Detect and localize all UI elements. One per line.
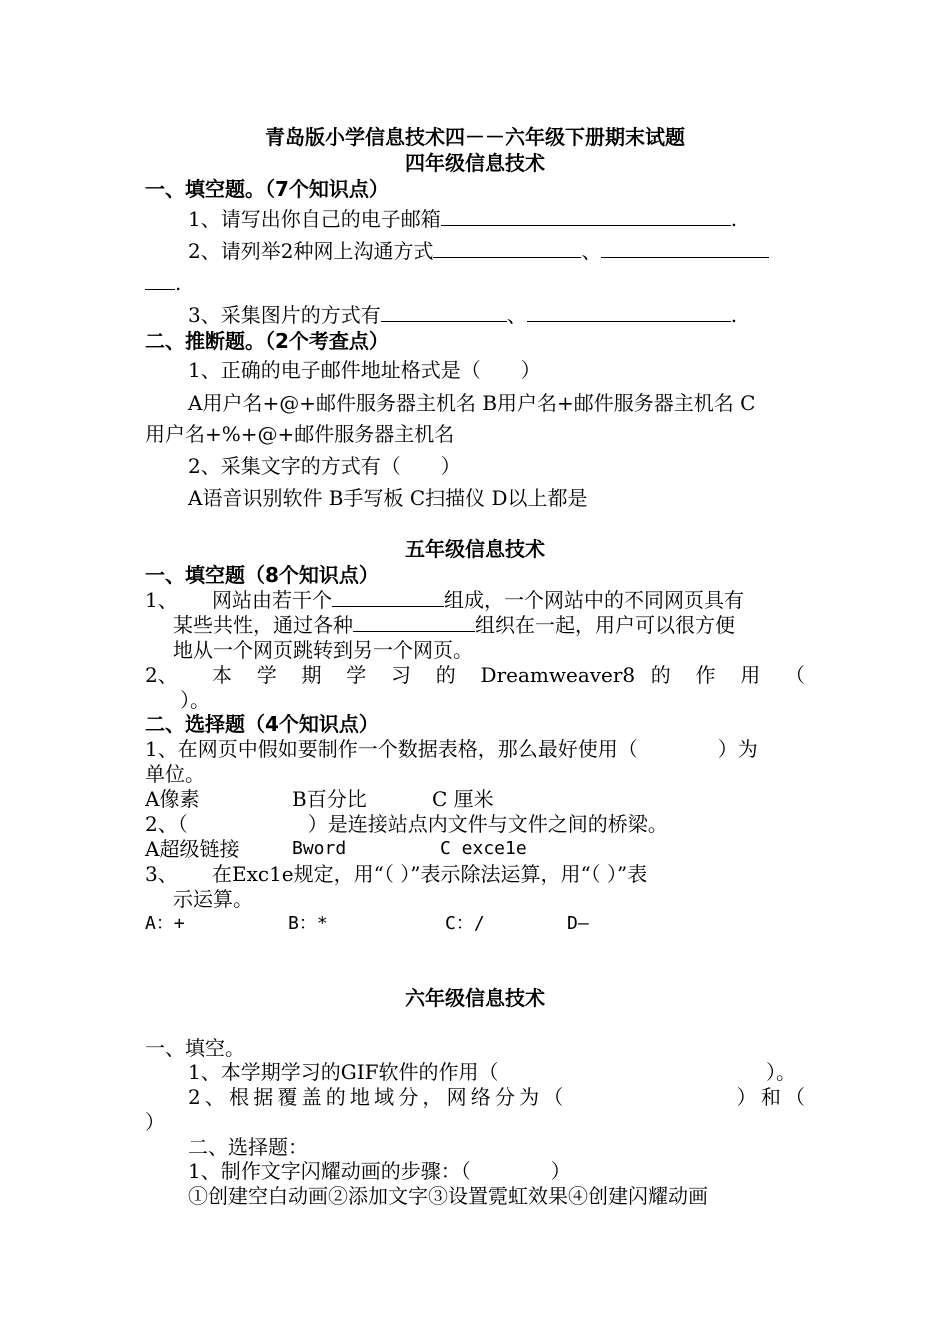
grade6-q1: 1、本学期学习的GIF软件的作用（	[188, 1060, 499, 1084]
grade5-choice2-option-c: C exce1e	[440, 838, 527, 859]
grade6-q2: 2、根据覆盖的地域分，网络分为（ ）和（	[188, 1085, 805, 1109]
grade5-choice3-line2: 示运算。	[173, 887, 253, 911]
grade5-fill2-line1: 本 学 期 学 习 的 Dreamweaver8 的 作 用 （	[212, 663, 805, 687]
grade5-choice2-option-a: A超级链接	[145, 837, 240, 861]
grade6-q1-end: ）。	[766, 1060, 796, 1084]
grade5-fill1-line3: 地从一个网页跳转到另一个网页。	[173, 638, 473, 662]
grade5-section1-heading: 一、填空题（8个知识点）	[145, 563, 379, 587]
period: .	[730, 303, 738, 327]
grade5-choice3-option-a: A：+	[145, 913, 185, 934]
grade5-title: 五年级信息技术	[405, 537, 545, 561]
separator: 、	[581, 239, 602, 263]
grade4-section2-heading: 二、推断题。（2个考查点）	[145, 329, 389, 353]
grade4-q2-text: 2、请列举2种网上沟通方式	[188, 239, 434, 263]
fill1-text-a: 网站由若干个	[212, 588, 332, 612]
grade4-judge2-options: A语音识别软件 B手写板 C扫描仪 D以上都是	[188, 486, 588, 510]
grade4-q2	[188, 238, 769, 264]
grade6-section2-heading: 二、选择题：	[188, 1135, 308, 1159]
grade5-choice3-option-d: D—	[567, 913, 589, 934]
grade4-judge2: 2、采集文字的方式有（ ）	[188, 454, 461, 478]
grade4-q1-text: 1、请写出你自己的电子邮箱	[188, 207, 441, 231]
grade4-section1-heading: 一、填空题。（7个知识点）	[145, 177, 389, 201]
grade5-choice1-option-c: C 厘米	[432, 787, 494, 811]
answer-blank[interactable]	[601, 239, 769, 258]
grade4-q1	[188, 206, 737, 232]
grade5-fill1-number: 1、	[145, 588, 178, 612]
grade6-section1-heading: 一、填空。	[145, 1036, 245, 1060]
grade5-fill2-line2: ）。	[180, 688, 210, 712]
answer-blank[interactable]	[433, 239, 581, 258]
grade5-choice1-line2: 单位。	[145, 762, 205, 786]
grade4-judge1: 1、正确的电子邮件地址格式是（ ）	[188, 358, 541, 382]
separator: 、	[506, 303, 527, 327]
grade6-choice1-options: ①创建空白动画②添加文字③设置霓虹效果④创建闪耀动画	[188, 1184, 708, 1208]
grade4-q3	[188, 302, 737, 328]
fill1-text-d: 组织在一起，用户可以很方便	[475, 613, 735, 637]
grade5-choice1-option-a: A像素	[145, 787, 200, 811]
answer-blank[interactable]	[353, 613, 475, 632]
grade5-choice1-line1: 1、在网页中假如要制作一个数据表格，那么最好使用（ ）为	[145, 737, 758, 761]
grade5-fill1-line2	[173, 612, 735, 638]
answer-blank[interactable]	[332, 588, 444, 607]
grade5-choice3-option-c: C：/	[445, 913, 485, 934]
fill1-text-c: 某些共性，通过各种	[173, 613, 353, 637]
answer-blank[interactable]	[441, 207, 731, 226]
grade5-choice3-option-b: B：*	[288, 913, 328, 934]
grade6-title: 六年级信息技术	[405, 986, 545, 1010]
grade5-choice2-option-b: Bword	[292, 838, 347, 859]
grade5-fill2-number: 2、	[145, 663, 178, 687]
fill1-text-b: 组成，一个网站中的不同网页具有	[444, 588, 744, 612]
grade5-section2-heading: 二、选择题（4个知识点）	[145, 712, 379, 736]
answer-blank[interactable]	[527, 303, 731, 322]
grade4-title: 四年级信息技术	[405, 151, 545, 175]
grade6-q2-cont: ）	[145, 1110, 165, 1134]
page-title: 青岛版小学信息技术四－－六年级下册期末试题	[265, 125, 685, 149]
grade5-choice1-option-b: B百分比	[292, 787, 367, 811]
answer-blank[interactable]	[145, 271, 175, 290]
period: .	[175, 271, 182, 295]
grade4-judge1-options: A用户名+@+邮件服务器主机名 B用户名+邮件服务器主机名 C	[188, 391, 756, 415]
grade4-judge1-options-cont: 用户名+%+@+邮件服务器主机名	[145, 422, 455, 446]
period: .	[730, 207, 738, 231]
grade4-q2-cont	[145, 270, 181, 296]
grade5-choice2: 2、（ ）是连接站点内文件与文件之间的桥梁。	[145, 812, 668, 836]
grade5-fill1-line1	[212, 587, 744, 613]
answer-blank[interactable]	[381, 303, 507, 322]
grade4-q3-text: 3、采集图片的方式有	[188, 303, 381, 327]
grade5-choice3-number: 3、	[145, 862, 178, 886]
grade5-choice3-line1: 在Exc1e规定，用“（ ）”表示除法运算，用“（ ）”表	[212, 862, 648, 886]
grade6-choice1: 1、制作文字闪耀动画的步骤：（ ）	[188, 1159, 571, 1183]
